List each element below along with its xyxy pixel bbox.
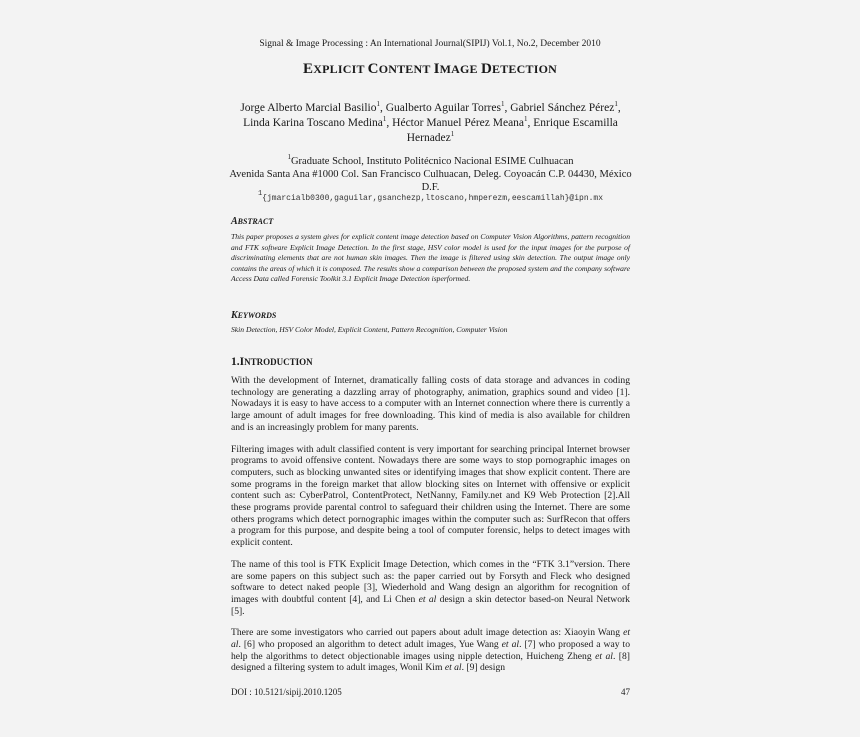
abstract-heading: ABSTRACT [231, 216, 274, 227]
author-emails: $^1${jmarcialb0300,gaguilar,gsanchezp,ltoscano,hmperezm,eescamillah}@ipn.mx [257, 190, 604, 203]
abstract-body: This paper proposes a system gives for explicit content image detection based on Computer Vision Algorithms, pattern recognition and FTK software Explicit Image Detection. In the first stage, HSV color model is used for the input images for the purpose of discriminating elements that are not human skin images. Then the image is filtered using skin detection. The output image only contains the areas of which it is composed. The results show a comparison between the proposed system and the company software Access Data called Forensic Toolkit 3.1 Explicit Image Detection isperformed. [231, 232, 630, 283]
introduction-heading: 1.INTRODUCTION [231, 356, 313, 368]
author-list: Jorge Alberto Marcial Basilio$^1$, Gualberto Aguilar Torres$^1$, Gabriel Sánchez Pérez$^1$, Linda Karina Toscano Medina$^1$, Héctor Manuel Pérez Meana$^1$, Enrique Escamilla Hernadez$^1$ [240, 100, 621, 144]
page-footer [231, 687, 630, 697]
intro-paragraph-3: The name of this tool is FTK Explicit Image Detection, which comes in the “FTK 3.1”version. There are some papers on this subject such as: the paper carried out by Forsyth and Fleck who designed software to detect naked people [3], Wiederhold and Wang design an algorithm for recognition of images with doubtful content [4], and Li Chen et al design a skin detector based-on Neural Network [5]. [231, 558, 630, 617]
keywords-section [231, 310, 630, 336]
affiliation: $^1$Graduate School, Instituto Politécnico Nacional ESIME Culhuacan Avenida Santa Ana #1000 Col. San Francisco Culhuacan, Deleg. Coyoacán C.P. 04430, México D.F. [229, 153, 632, 193]
intro-paragraph-1: With the development of Internet, dramatically falling costs of data storage and advances in coding technology are generating a dazzling array of photography, animation, graphics sound and video [1]. Nowadays it is easy to have access to a computer with an Internet connection where there is currently a large amount of adult images for free downloading. This kind of media is also available for children and is an increasingly problem for many parents. [231, 375, 630, 433]
doi: DOI : 10.5121/sipij.2010.1205 [231, 687, 342, 697]
intro-paragraph-2: Filtering images with adult classified content is very important for searching principal Internet browser programs to avoid offensive content. Nowadays there are some ways to stop pornographic images on computers, such as blocking unwanted sites or identifying images that show explicit content. There are some programs in the foreign market that allow blocking sites on Internet with offensive or explicit content such as: CyberPatrol, ContentProtect, NetNanny, Family.net and K9 Web Protection [2].All these programs provide parental control to safeguard their children using the Internet. There are some others programs which detect pornographic images within the computer such as: SurfRecon that offers a program for this purpose, and despite being a tool of computer forensic, helps to detect images with explicit content. [231, 443, 630, 549]
paper-title: EXPLICIT CONTENT IMAGE DETECTION [303, 61, 557, 77]
keywords-heading: KEYWORDS [231, 310, 277, 321]
introduction-section [231, 356, 630, 674]
page-number: 47 [621, 687, 630, 697]
intro-paragraph-4: There are some investigators who carried out papers about adult image detection as: Xiaoyin Wang et al. [6] who proposed an algorithm to detect adult images, Yue Wang et al. [7] who proposed a way to help the algorithms to detect objectionable images using nipple detection, Huicheng Zheng et al. [8] designed a filtering system to adult images, Wonil Kim et al. [9] design [231, 627, 630, 674]
abstract-section [231, 216, 630, 285]
running-head: Signal & Image Processing : An International Journal(SIPIJ) Vol.1, No.2, December 2010 [259, 39, 601, 49]
keywords-body: Skin Detection, HSV Color Model, Explicit Content, Pattern Recognition, Computer Vision [231, 325, 508, 334]
